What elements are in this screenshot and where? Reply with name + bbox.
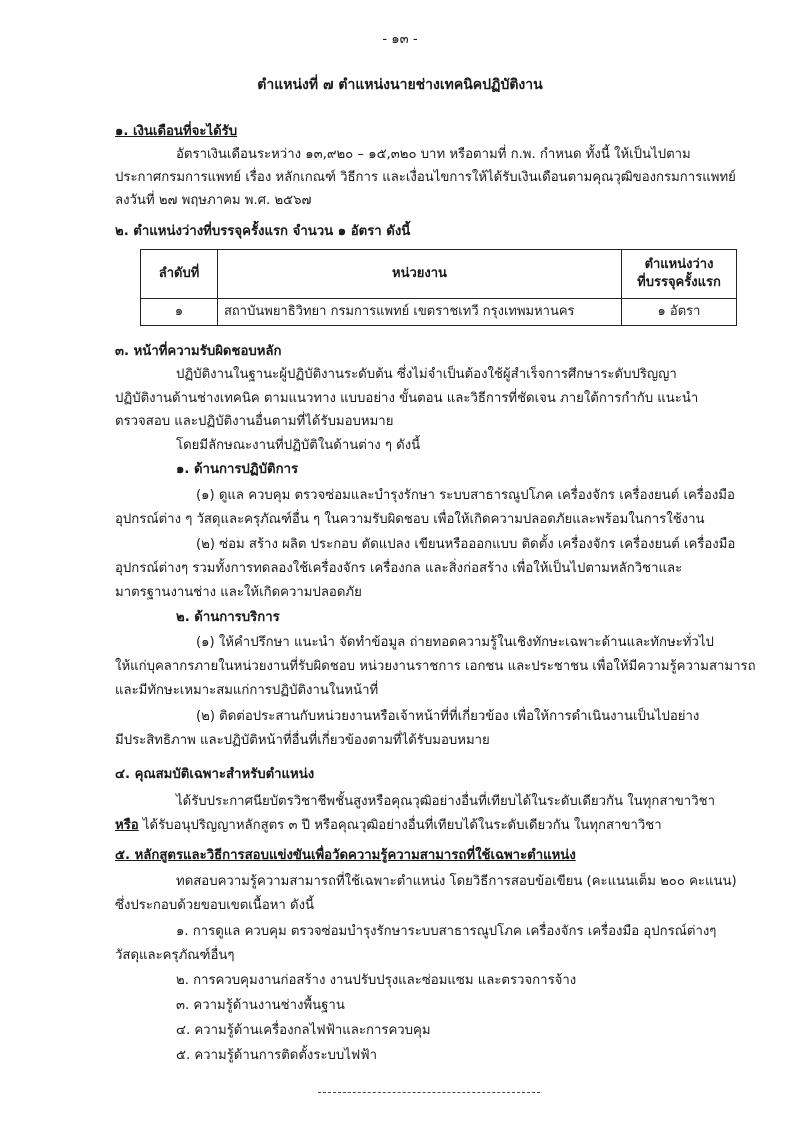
section-3-sub-1-item-2-line-1: (๒) ซ่อม สร้าง ผลิต ประกอบ ดัดแปลง เขียนหรือออกแบบ ติดตั้ง เครื่องจักร เครื่องยนต์ เครื่องมือ — [196, 537, 736, 552]
section-3-sub-2-item-1-line-2: ให้แก่บุคลากรภายในหน่วยงานที่รับผิดชอบ หน่วยงานราชการ เอกชน และประชาชน เพื่อให้มีความรู้ความสามารถ — [115, 659, 756, 674]
section-1-text-line-2: ประกาศกรมการแพทย์ เรื่อง หลักเกณฑ์ วิธีการ และเงื่อนไขการให้ได้รับเงินเดือนตามคุณวุฒิของกรมการแพทย์ — [115, 170, 736, 185]
table-cell-seq: ๑ — [141, 299, 218, 326]
section-3-heading: ๓. หน้าที่ความรับผิดชอบหลัก — [115, 344, 282, 359]
section-5-item-3: ๓. ความรู้ด้านงานช่างพื้นฐาน — [176, 998, 345, 1013]
section-3-sub-1-item-2-line-3: มาตรฐานงานช่าง และให้เกิดความปลอดภัย — [115, 585, 362, 600]
section-5-text-line-2: ซึ่งประกอบด้วยขอบเขตเนื้อหา ดังนี้ — [115, 898, 315, 913]
section-4-text-line-2-rest: ได้รับอนุปริญญาหลักสูตร ๓ ปี หรือคุณวุฒิอย่างอื่นที่เทียบได้ในระดับเดียวกัน ในทุกสาขาวิชา — [138, 818, 662, 833]
page-number: - ๑๓ - — [382, 32, 418, 47]
table-header-positions-line-1: ตำแหน่งว่าง — [644, 257, 714, 272]
section-5-heading: ๕. หลักสูตรและวิธีการสอบแข่งขันเพื่อวัดความรู้ความสามารถที่ใช้เฉพาะตำแหน่ง — [115, 848, 576, 863]
table-header-seq: ลำดับที่ — [141, 250, 218, 299]
section-5-item-1-line-1: ๑. การดูแล ควบคุม ตรวจซ่อมบำรุงรักษาระบบสาธารณูปโภค เครื่องจักร เครื่องมือ อุปกรณ์ต่างๆ — [176, 924, 717, 939]
section-4-text-line-1: ได้รับประกาศนียบัตรวิชาชีพชั้นสูงหรือคุณวุฒิอย่างอื่นที่เทียบได้ในระดับเดียวกัน ในทุกสาขาวิชา — [176, 794, 715, 809]
vacancy-table — [140, 249, 737, 326]
section-4-heading: ๔. คุณสมบัติเฉพาะสำหรับตำแหน่ง — [115, 767, 315, 782]
section-3-sub-2-item-1-line-1: (๑) ให้คำปรึกษา แนะนำ จัดทำข้อมูล ถ่ายทอดความรู้ในเชิงทักษะเฉพาะด้านและทักษะทั่วไป — [196, 635, 714, 650]
table-cell-positions: ๑ อัตรา — [622, 299, 737, 326]
section-3-text-line-3: ตรวจสอบ และปฏิบัติงานอื่นตามที่ได้รับมอบหมาย — [115, 414, 394, 429]
section-1-text-line-3: ลงวันที่ ๒๗ พฤษภาคม พ.ศ. ๒๕๖๗ — [115, 193, 312, 208]
table-header-positions — [622, 250, 737, 299]
section-1-text-line-1: อัตราเงินเดือนระหว่าง ๑๓,๙๒๐ – ๑๕,๓๒๐ บาท หรือตามที่ ก.พ. กำหนด ทั้งนี้ ให้เป็นไปตาม — [176, 147, 691, 162]
section-5-item-1-line-2: วัสดุและครุภัณฑ์อื่นๆ — [115, 948, 235, 963]
section-5-item-2: ๒. การควบคุมงานก่อสร้าง งานปรับปรุงและซ่อมแซม และตรวจการจ้าง — [176, 973, 577, 988]
section-3-sub-1-item-1-line-2: อุปกรณ์ต่าง ๆ วัสดุและครุภัณฑ์อื่น ๆ ในความรับผิดชอบ เพื่อให้เกิดความปลอดภัยและพร้อมในการใช้งาน — [115, 512, 705, 527]
section-3-sub-2-item-2-line-2: มีประสิทธิภาพ และปฏิบัติหน้าที่อื่นที่เกี่ยวข้องตามที่ได้รับมอบหมาย — [115, 733, 490, 748]
section-5-item-4: ๔. ความรู้ด้านเครื่องกลไฟฟ้าและการควบคุม — [176, 1023, 431, 1038]
section-4-text-line-2 — [115, 816, 662, 835]
section-4-or-keyword: หรือ — [115, 818, 139, 833]
table-header-positions-line-2: ที่บรรจุครั้งแรก — [637, 275, 721, 290]
section-3-text-line-1: ปฏิบัติงานในฐานะผู้ปฏิบัติงานระดับต้น ซึ่งไม่จำเป็นต้องใช้ผู้สำเร็จการศึกษาระดับปริญญา — [176, 367, 677, 382]
section-3-sub-2-item-2-line-1: (๒) ติดต่อประสานกับหน่วยงานหรือเจ้าหน้าที่ที่เกี่ยวข้อง เพื่อให้การดำเนินงานเป็นไปอย่าง — [196, 709, 700, 724]
table-header-unit: หน่วยงาน — [218, 250, 622, 299]
section-3-text-line-4: โดยมีลักษณะงานที่ปฏิบัติในด้านต่าง ๆ ดังนี้ — [176, 438, 421, 453]
section-2-heading: ๒. ตำแหน่งว่างที่บรรจุครั้งแรก จำนวน ๑ อัตรา ดังนี้ — [115, 224, 411, 239]
section-3-sub-2-heading: ๒. ด้านการบริการ — [176, 610, 280, 625]
page-end-dashed-divider — [318, 1092, 540, 1093]
section-5-item-5: ๕. ความรู้ด้านการติดตั้งระบบไฟฟ้า — [176, 1048, 377, 1063]
section-3-sub-1-heading: ๑. ด้านการปฏิบัติการ — [176, 462, 299, 477]
section-1-heading: ๑. เงินเดือนที่จะได้รับ — [115, 124, 238, 139]
page-title: ตำแหน่งที่ ๗ ตำแหน่งนายช่างเทคนิคปฏิบัติงาน — [257, 77, 543, 93]
section-3-sub-1-item-2-line-2: อุปกรณ์ต่างๆ รวมทั้งการทดลองใช้เครื่องจักร เครื่องกล และสิ่งก่อสร้าง เพื่อให้เป็นไปตามหลักวิชาและ — [115, 561, 683, 576]
table-header-row — [141, 250, 737, 299]
section-3-text-line-2: ปฏิบัติงานด้านช่างเทคนิค ตามแนวทาง แบบอย่าง ขั้นตอน และวิธีการที่ชัดเจน ภายใต้การกำกับ แนะนำ — [115, 391, 699, 406]
section-5-text-line-1: ทดสอบความรู้ความสามารถที่ใช้เฉพาะตำแหน่ง โดยวิธีการสอบข้อเขียน (คะแนนเต็ม ๒๐๐ คะแนน) — [176, 874, 737, 889]
section-3-sub-2-item-1-line-3: และมีทักษะเหมาะสมแก่การปฏิบัติงานในหน้าที่ — [115, 683, 379, 698]
section-3-sub-1-item-1-line-1: (๑) ดูแล ควบคุม ตรวจซ่อมและบำรุงรักษา ระบบสาธารณูปโภค เครื่องจักร เครื่องยนต์ เครื่องมือ — [196, 488, 735, 503]
table-cell-unit: สถาบันพยาธิวิทยา กรมการแพทย์ เขตราชเทวี กรุงเทพมหานคร — [218, 299, 622, 326]
table-row — [141, 299, 737, 326]
